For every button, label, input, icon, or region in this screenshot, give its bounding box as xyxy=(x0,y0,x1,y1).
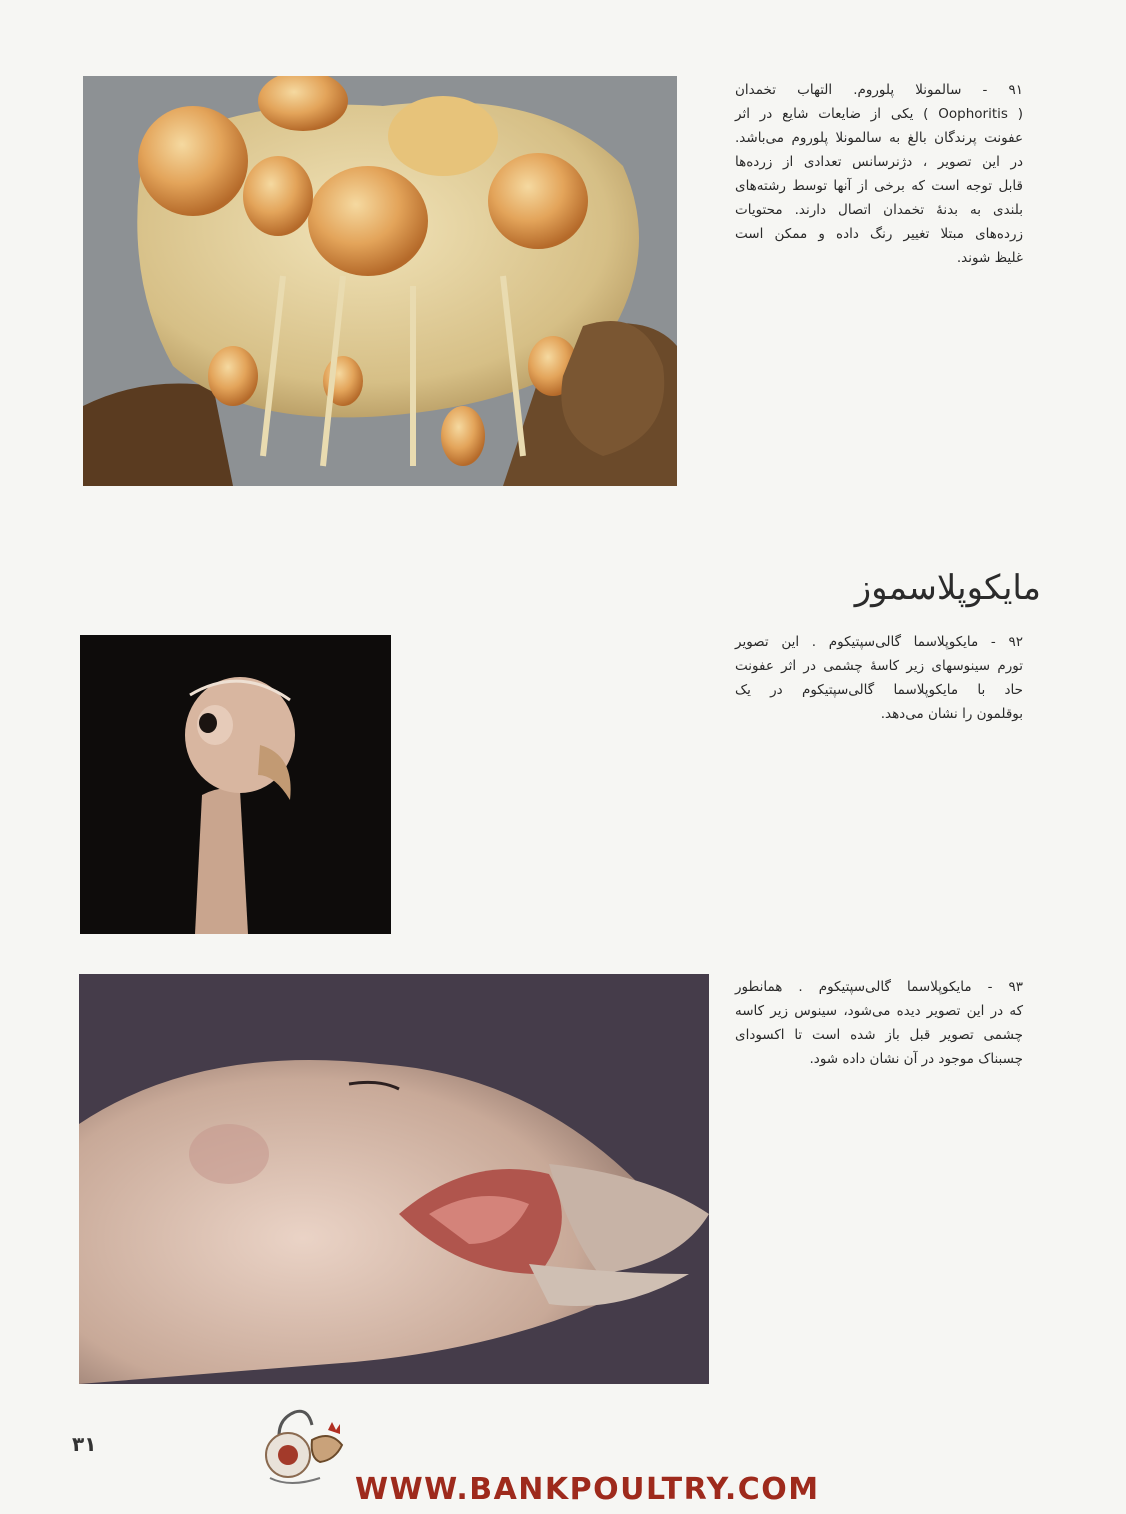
caption-92-line: حاد با مایکوپلاسما گالی‌سپتیکوم در یک xyxy=(735,682,1023,698)
rooster-logo-icon xyxy=(250,1400,350,1490)
caption-91-line: در این تصویر ، دژنرسانس تعدادی از زرده‌ها xyxy=(735,154,1023,170)
caption-91-line: ( Oophoritis ) یکی از ضایعات شایع در اثر xyxy=(735,106,1023,122)
website-watermark: WWW.BANKPOULTRY.COM xyxy=(355,1472,820,1507)
photo-turkey-sinusitis xyxy=(80,635,391,934)
caption-figure-91 xyxy=(735,78,1023,270)
caption-figure-92 xyxy=(735,630,1023,726)
caption-93-line: چسبناک موجود در آن نشان داده شود. xyxy=(809,1051,1023,1067)
photo-opened-sinus xyxy=(79,974,709,1384)
caption-93-line: چشمی تصویر قبل باز شده است تا اکسودای xyxy=(735,1027,1023,1043)
caption-92-line: تورم سینوسهای زیر کاسهٔ چشمی در اثر عفونت xyxy=(735,658,1023,674)
caption-91-line: بلندی به بدنهٔ تخمدان اتصال دارند. محتویات xyxy=(735,202,1023,218)
caption-91-line: زرده‌های مبتلا تغییر رنگ داده و ممکن است xyxy=(735,226,1023,242)
caption-figure-93 xyxy=(735,975,1023,1071)
caption-93-line: ۹۳ - مایکوپلاسما گالی‌سپتیکوم . همانطور xyxy=(735,979,1023,995)
caption-91-line: قابل توجه است که برخی از آنها توسط رشته‌های xyxy=(735,178,1023,194)
page-number: ۳۱ xyxy=(72,1432,97,1456)
caption-93-line: که در این تصویر دیده می‌شود، سینوس زیر کاسه xyxy=(735,1003,1023,1019)
section-title: مایکوپلاسموز xyxy=(854,568,1041,608)
caption-92-line: ۹۲ - مایکوپلاسما گالی‌سپتیکوم . این تصویر xyxy=(735,634,1023,650)
photo-ovary-oophoritis xyxy=(83,76,677,486)
caption-91-line: عفونت پرندگان بالغ به سالمونلا پلوروم می‌باشد. xyxy=(735,130,1023,146)
caption-91-line: غلیظ شوند. xyxy=(956,250,1023,266)
caption-91-line: ۹۱ - سالمونلا پلوروم. التهاب تخمدان xyxy=(735,82,1023,98)
caption-92-line: بوقلمون را نشان می‌دهد. xyxy=(880,706,1023,722)
